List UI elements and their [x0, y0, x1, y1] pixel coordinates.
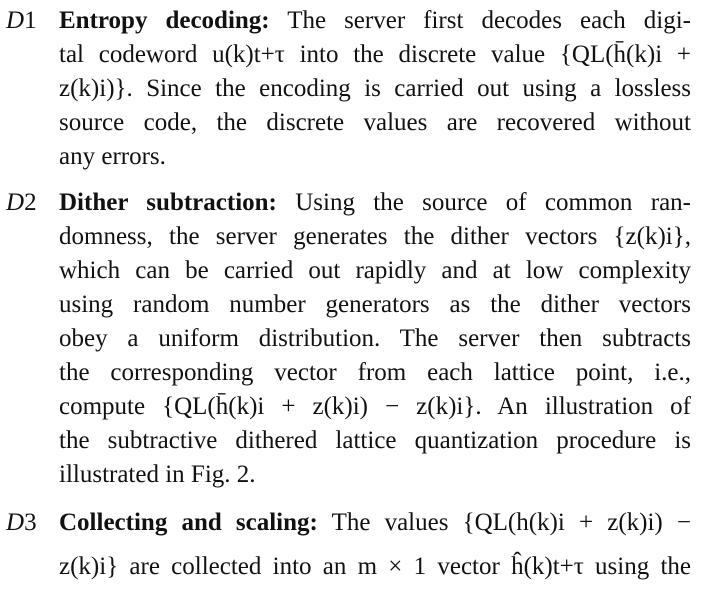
d1-line-3: z(k)i)}. Since the encoding is carried out using a lossless: [59, 75, 691, 102]
d3-line-2: z(k)i} are collected into an m × 1 vector ĥ(k)t+τ using the: [59, 553, 691, 580]
d2-line-3: which can be carried out rapidly and at low complexity: [59, 257, 691, 284]
d3-title: Collecting and scaling:: [59, 509, 318, 536]
d2-line-1: Dither subtraction: Using the source of common ran-: [59, 189, 692, 216]
d3-line-1: Collecting and scaling: The values {QL(h(k)i + z(k)i) −: [59, 509, 691, 536]
d2-line-8: the subtractive dithered lattice quantization procedure is: [59, 427, 691, 454]
d2-title: Dither subtraction:: [59, 189, 277, 216]
d2-line-2: domness, the server generates the dither vectors {z(k)i},: [59, 223, 691, 250]
item-label-d2: D2: [6, 189, 37, 216]
d1-line-4: source code, the discrete values are recovered without: [59, 109, 691, 136]
d1-line-5: any errors.: [59, 143, 166, 170]
item-label-d3: D3: [6, 509, 37, 536]
d2-line-6: the corresponding vector from each lattice point, i.e.,: [59, 359, 691, 386]
d2-line-7: compute {QL(h̄(k)i + z(k)i) − z(k)i}. An illustration of: [59, 393, 691, 420]
d1-title: Entropy decoding:: [59, 7, 270, 34]
d2-line-9: illustrated in Fig. 2.: [59, 461, 256, 488]
item-label-d1: D1: [6, 7, 37, 34]
d2-line-5: obey a uniform distribution. The server then subtracts: [59, 325, 691, 352]
d2-line-4: using random number generators as the dither vectors: [59, 291, 691, 318]
d1-line-2: tal codeword u(k)t+τ into the discrete value {QL(h̄(k)i +: [59, 41, 691, 68]
d1-line-1: Entropy decoding: The server first decodes each digi-: [59, 7, 691, 34]
